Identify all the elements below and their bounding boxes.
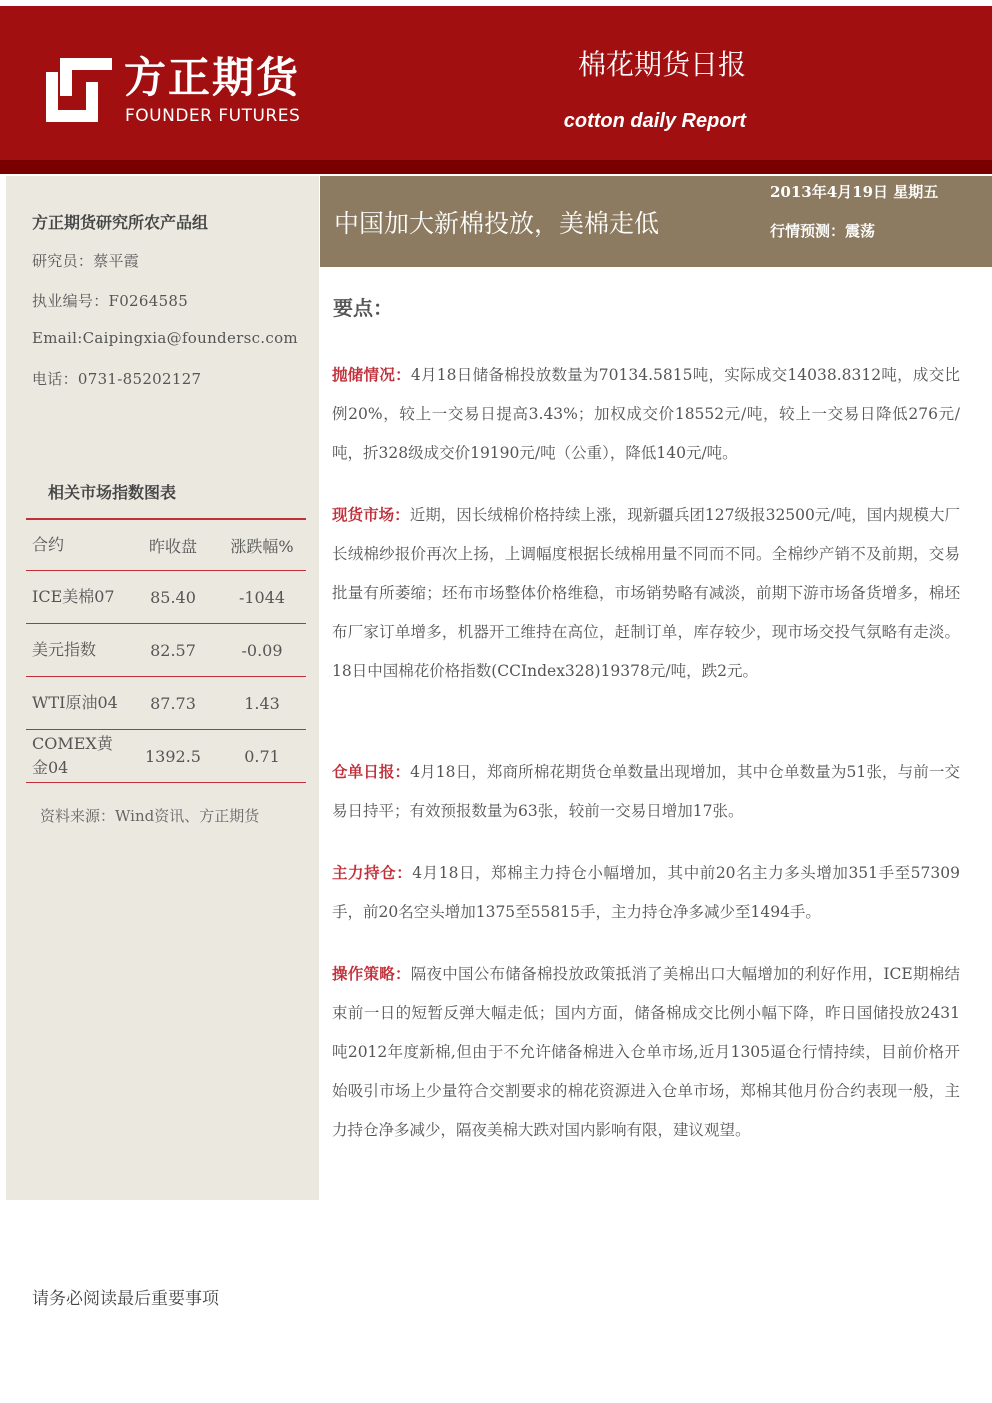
section-reserve-auction [332,356,960,473]
section-lead: 仓单日报： [332,763,411,781]
table-cell-close: 87.73 [150,693,196,713]
market-forecast: 行情预测：震荡 [770,222,876,240]
section-lead: 抛储情况： [332,366,411,384]
table-cell-close: 85.40 [150,587,196,607]
market-table-title: 相关市场指数图表 [48,483,177,502]
table-row [26,730,306,783]
table-row [26,677,306,730]
brand-name-cn: 方正期货 [124,53,301,102]
section-text: 4月18日，郑棉主力持仓小幅增加，其中前20名主力多头增加351手至57309手，前20名空头增加1375至55815手，主力持仓净多减少至1494手。 [332,864,960,921]
table-cell-close: 1392.5 [145,746,201,766]
report-subtitle: cotton daily Report [563,110,746,132]
founder-logo-icon [46,58,112,122]
data-source-note: 资料来源：Wind资讯、方正期货 [40,807,260,825]
analyst-phone: 电话：0731-85202127 [32,370,202,388]
table-cell-contract: COMEX黄金04 [32,734,113,777]
license-number: 执业编号：F0264585 [32,292,189,310]
table-cell-change: -0.09 [241,640,283,660]
table-cell-change: 0.71 [244,746,280,766]
table-cell-close: 82.57 [150,640,196,660]
table-header-cell: 合约 [32,535,65,554]
header-bottom-strip [0,160,992,174]
section-text: 4月18日，郑商所棉花期货仓单数量出现增加，其中仓单数量为51张，与前一交易日持平；有效预报数量为63张，较前一交易日增加17张。 [332,763,960,820]
report-date: 2013年4月19日 星期五 [770,183,939,201]
headline-title: 中国加大新棉投放，美棉走低 [334,209,660,238]
section-text: 隔夜中国公布储备棉投放政策抵消了美棉出口大幅增加的利好作用，ICE期棉结束前一日的短暂反弹大幅走低；国内方面，储备棉成交比例小幅下降，昨日国储投放2431吨2012年度新棉,但由于不允许储备棉进入仓单市场,近月1305逼仓行情持续，目前价格开始吸引市场上少量符合交割要求的棉花资源进入仓单市场，郑棉其他月份合约表现一般，主力持仓净多减少，隔夜美棉大跌对国内影响有限，建议观望。 [332,965,960,1139]
table-cell-contract: ICE美棉07 [32,587,115,606]
section-text: 4月18日储备棉投放数量为70134.5815吨，实际成交14038.8312吨，成交比例20%，较上一交易日提高3.43%；加权成交价18552元/吨，较上一交易日降低276元/吨，折328级成交价19190元/吨（公重），降低140元/吨。 [332,366,960,462]
table-cell-change: -1044 [238,587,286,607]
section-warehouse-receipts [332,753,960,831]
table-header-cell: 昨收盘 [148,536,197,556]
market-index-table [26,518,306,783]
section-lead: 现货市场： [332,506,410,524]
table-cell-contract: WTI原油04 [32,693,118,712]
brand-name-en: FOUNDER FUTURES [125,106,301,126]
analyst-email[interactable]: Email:Caipingxia@foundersc.com [32,329,298,347]
disclaimer-note: 请务必阅读最后重要事项 [32,1289,219,1309]
table-cell-contract: 美元指数 [32,640,97,659]
analyst-name: 研究员：蔡平霞 [32,252,140,270]
report-title: 棉花期货日报 [577,48,746,81]
section-spot-market [332,496,960,691]
section-lead: 操作策略： [332,965,411,983]
table-header-cell: 涨跌幅% [230,536,294,556]
research-org: 方正期货研究所农产品组 [32,213,209,232]
section-trading-strategy [332,955,960,1150]
table-row [26,624,306,677]
section-text: 近期，因长绒棉价格持续上涨，现新疆兵团127级报32500元/吨，国内规模大厂长绒棉纱报价再次上扬，上调幅度根据长绒棉用量不同而不同。全棉纱产销不及前期，交易批量有所萎缩；坯布市场整体价格维稳，市场销势略有减淡，前期下游市场备货增多，棉坯布厂家订单增多，机器开工维持在高位，赶制订单，库存较少，现市场交投气氛略有走淡。18日中国棉花价格指数(CCIndex328)19378元/吨，跌2元。 [332,506,960,680]
key-points-heading: 要点： [333,296,393,320]
table-row [26,571,306,624]
table-cell-change: 1.43 [244,693,280,713]
section-lead: 主力持仓： [332,864,413,882]
table-header-row [26,520,306,571]
section-main-positions [332,854,960,932]
